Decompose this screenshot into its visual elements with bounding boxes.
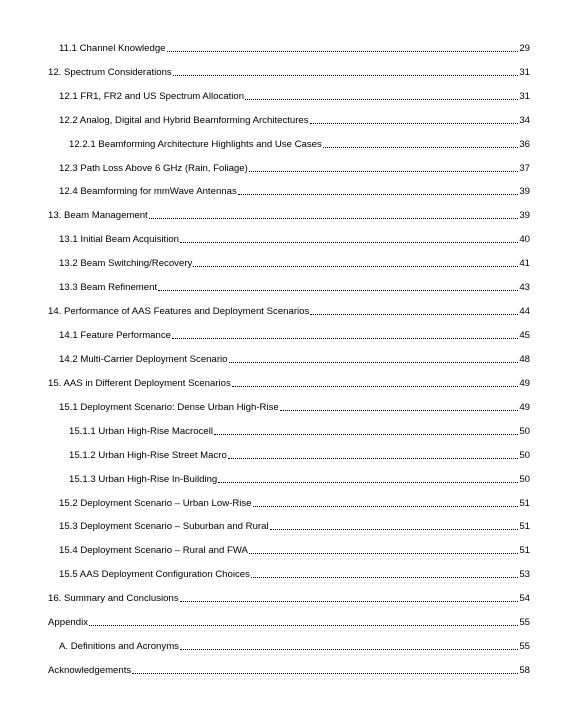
toc-page-number: 43: [519, 282, 530, 293]
toc-entry-15-1-3[interactable]: [69, 471, 530, 485]
toc-entry-title: 11.1 Channel Knowledge: [59, 43, 166, 54]
toc-dot-leader: [245, 99, 518, 100]
toc-page-number: 49: [519, 378, 530, 389]
toc-entry-12-2-1[interactable]: [69, 136, 530, 150]
toc-page-number: 39: [519, 186, 530, 197]
toc-entry-16[interactable]: [48, 590, 530, 604]
toc-entry-title: 15.5 AAS Deployment Configuration Choices: [59, 569, 250, 580]
toc-entry-14[interactable]: [48, 303, 530, 317]
toc-entry-title: 14. Performance of AAS Features and Deployment Scenarios: [48, 306, 310, 317]
toc-entry-14-1[interactable]: [59, 327, 530, 341]
toc-dot-leader: [173, 75, 519, 76]
toc-entry-12[interactable]: [48, 64, 530, 78]
toc-page-number: 50: [519, 474, 530, 485]
toc-entry-title: 16. Summary and Conclusions: [48, 593, 179, 604]
toc-entry-15-1-2[interactable]: [69, 447, 530, 461]
toc-dot-leader: [232, 386, 519, 387]
toc-dot-leader: [228, 458, 518, 459]
toc-dot-leader: [251, 577, 518, 578]
toc-entry-title: 12.4 Beamforming for mmWave Antennas: [59, 186, 237, 197]
toc-page-number: 55: [519, 641, 530, 652]
toc-page-number: 40: [519, 234, 530, 245]
toc-entry-title: A. Definitions and Acronyms: [59, 641, 179, 652]
toc-entry-title: 14.1 Feature Performance: [59, 330, 171, 341]
toc-entry-12-3[interactable]: [59, 160, 530, 174]
toc-dot-leader: [132, 673, 518, 674]
toc-dot-leader: [89, 625, 518, 626]
toc-page-number: 51: [519, 498, 530, 509]
toc-entry-14-2[interactable]: [59, 351, 530, 365]
toc-page-number: 36: [519, 139, 530, 150]
toc-entry-title: 13. Beam Management: [48, 210, 148, 221]
toc-entry-15[interactable]: [48, 375, 530, 389]
toc-entry-15-5[interactable]: [59, 566, 530, 580]
toc-entry-12-1[interactable]: [59, 88, 530, 102]
toc-dot-leader: [238, 194, 519, 195]
toc-entry-appendix-a[interactable]: [59, 638, 530, 652]
toc-dot-leader: [229, 362, 519, 363]
toc-dot-leader: [180, 242, 518, 243]
toc-entry-title: 15.1 Deployment Scenario: Dense Urban High-Rise: [59, 402, 279, 413]
toc-dot-leader: [167, 51, 519, 52]
toc-entry-title: 12.2.1 Beamforming Architecture Highlights and Use Cases: [69, 139, 322, 150]
toc-entry-11-1[interactable]: [59, 40, 530, 54]
toc-entry-title: 13.3 Beam Refinement: [59, 282, 158, 293]
toc-dot-leader: [253, 506, 519, 507]
toc-page-number: 34: [519, 115, 530, 126]
toc-dot-leader: [249, 171, 519, 172]
toc-page-number: 41: [519, 258, 530, 269]
toc-dot-leader: [214, 434, 518, 435]
toc-dot-leader: [193, 266, 518, 267]
toc-entry-title: 12. Spectrum Considerations: [48, 67, 172, 78]
toc-entry-title: 13.1 Initial Beam Acquisition: [59, 234, 179, 245]
toc-page-number: 50: [519, 450, 530, 461]
toc-page-number: 39: [519, 210, 530, 221]
toc-page-number: 48: [519, 354, 530, 365]
toc-dot-leader: [180, 649, 518, 650]
toc-entry-15-3[interactable]: [59, 518, 530, 532]
toc-entry-title: 12.1 FR1, FR2 and US Spectrum Allocation: [59, 91, 245, 102]
toc-entry-13-1[interactable]: [59, 231, 530, 245]
toc-dot-leader: [280, 410, 519, 411]
toc-page-number: 29: [519, 43, 530, 54]
toc-dot-leader: [249, 553, 518, 554]
toc-entry-15-1[interactable]: [59, 399, 530, 413]
toc-page-number: 55: [519, 617, 530, 628]
toc-dot-leader: [270, 529, 519, 530]
toc-page-number: 37: [519, 163, 530, 174]
toc-entry-title: 15.1.1 Urban High-Rise Macrocell: [69, 426, 213, 437]
toc-entry-13-2[interactable]: [59, 255, 530, 269]
toc-page-number: 51: [519, 545, 530, 556]
toc-entry-12-4[interactable]: [59, 183, 530, 197]
toc-page-number: 31: [519, 91, 530, 102]
toc-entry-title: 15.2 Deployment Scenario – Urban Low-Rise: [59, 498, 252, 509]
toc-entry-title: 12.2 Analog, Digital and Hybrid Beamforming Architectures: [59, 115, 309, 126]
toc-entry-title: 12.3 Path Loss Above 6 GHz (Rain, Foliage): [59, 163, 248, 174]
toc-page-number: 51: [519, 521, 530, 532]
toc-dot-leader: [172, 338, 518, 339]
toc-entry-title: 15.4 Deployment Scenario – Rural and FWA: [59, 545, 248, 556]
toc-entry-13[interactable]: [48, 207, 530, 221]
toc-entry-title: Acknowledgements: [48, 665, 132, 676]
toc-entry-12-2[interactable]: [59, 112, 530, 126]
toc-dot-leader: [310, 123, 519, 124]
toc-dot-leader: [218, 482, 518, 483]
toc-page-number: 58: [519, 665, 530, 676]
toc-entry-15-1-1[interactable]: [69, 423, 530, 437]
toc-dot-leader: [149, 218, 519, 219]
toc-dot-leader: [180, 601, 519, 602]
toc-entry-title: 15.1.2 Urban High-Rise Street Macro: [69, 450, 227, 461]
toc-entry-15-2[interactable]: [59, 495, 530, 509]
toc-entry-title: 15.3 Deployment Scenario – Suburban and Rural: [59, 521, 269, 532]
toc-page-number: 44: [519, 306, 530, 317]
toc-page-number: 45: [519, 330, 530, 341]
toc-page-number: 31: [519, 67, 530, 78]
toc-dot-leader: [323, 147, 519, 148]
toc-entry-15-4[interactable]: [59, 542, 530, 556]
toc-page-number: 53: [519, 569, 530, 580]
toc-entry-title: 15. AAS in Different Deployment Scenarios: [48, 378, 231, 389]
toc-dot-leader: [158, 290, 518, 291]
toc-entry-title: 13.2 Beam Switching/Recovery: [59, 258, 193, 269]
toc-entry-title: 14.2 Multi-Carrier Deployment Scenario: [59, 354, 228, 365]
toc-page-number: 49: [519, 402, 530, 413]
toc-entry-13-3[interactable]: [59, 279, 530, 293]
toc-page-number: 54: [519, 593, 530, 604]
toc-page-number: 50: [519, 426, 530, 437]
toc-entry-title: Appendix: [48, 617, 89, 628]
toc-entry-appendix[interactable]: [48, 614, 530, 628]
toc-dot-leader: [310, 314, 518, 315]
toc-entry-acknowledgements[interactable]: [48, 662, 530, 676]
toc-entry-title: 15.1.3 Urban High-Rise In-Building: [69, 474, 218, 485]
